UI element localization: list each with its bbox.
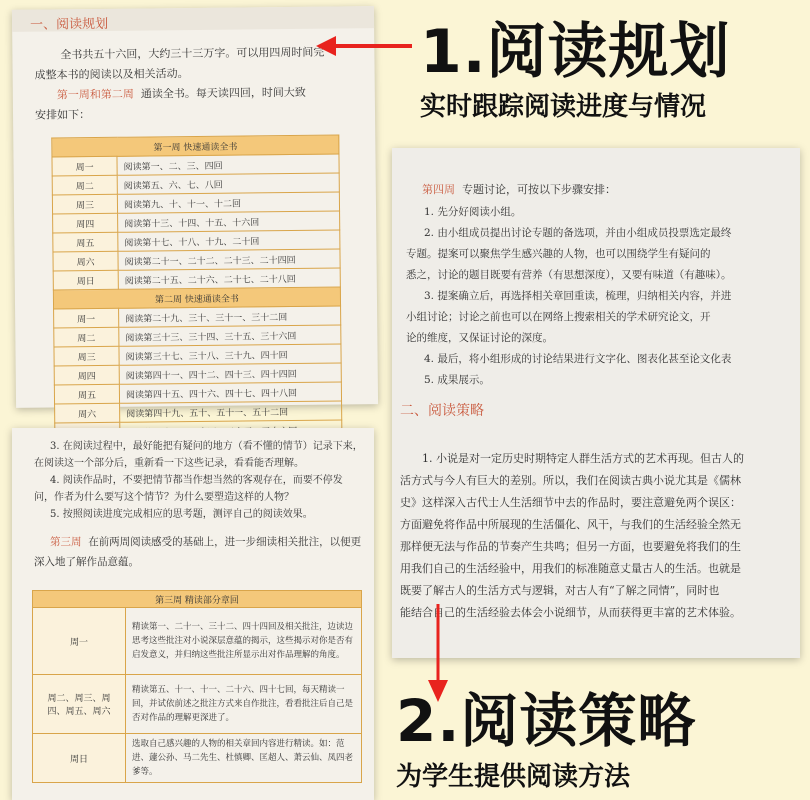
table-cell-content: 阅读第九、十、十一、十二回 xyxy=(117,192,339,213)
week12-text: 通读全书。每天读四回，时间大致 xyxy=(140,85,306,101)
table2-header: 第二周 快速通读全书 xyxy=(53,287,340,309)
table-row xyxy=(33,675,362,734)
table-cell-day: 周四 xyxy=(54,365,119,385)
table-cell-day: 周五 xyxy=(54,384,119,404)
table1-header: 第一周 快速通读全书 xyxy=(52,135,339,157)
table-cell-day: 周一 xyxy=(52,156,117,176)
table-cell-content: 阅读第二十一、二十二、二十三、二十四回 xyxy=(118,249,340,270)
book-page-discussion-strategy xyxy=(392,148,800,658)
table-cell-content: 阅读第四十一、四十二、四十三、四十四回 xyxy=(119,363,341,384)
table-cell-content: 阅读第三十七、三十八、三十九、四十回 xyxy=(119,344,341,365)
book-page-reading-plan xyxy=(12,6,378,420)
overlay-subtitle-reading-strategy: 为学生提供阅读方法 xyxy=(396,762,631,792)
table-row xyxy=(33,734,362,783)
table-cell-content: 阅读第二十九、三十、三十一、三十二回 xyxy=(119,306,341,327)
week3-text: 在前两周阅读感受的基础上，进一步细读相关批注，以便更 xyxy=(88,536,362,548)
table-cell-content: 精读第一、二十一、三十二、四十四回及相关批注，边读边思考这些批注对小说深层意蕴的揭示，这些揭示对你是否有启发意义，并归纳这些批注所显示出对作品理解的角度。 xyxy=(126,608,362,675)
step-line: 4. 最后，将小组形成的讨论结果进行文字化、图表化甚至论文化表 xyxy=(424,353,732,365)
table-cell-day: 周二 xyxy=(52,175,117,195)
overlay-subtitle-reading-plan: 实时跟踪阅读进度与情况 xyxy=(420,92,707,122)
step-line: 小组讨论；讨论之前也可以在网络上搜索相关的学术研究论文，开 xyxy=(406,311,711,323)
table-cell-day: 周二、周三、周四、周五、周六 xyxy=(33,675,126,734)
strategy-line: 史》这样深入古代士人生活细节中去的作品时，要注意避免两个误区： xyxy=(400,496,741,509)
table-cell-day: 周六 xyxy=(55,403,120,423)
week4-label: 第四周 xyxy=(422,183,455,196)
intro-line: 成整本书的阅读以及相关活动。 xyxy=(34,67,189,82)
week3-table xyxy=(32,590,362,783)
strategy-line: 活方式与今人有巨大的差别。所以，我们在阅读古典小说尤其是《儒林 xyxy=(400,474,741,487)
strategy-line: 方面避免将作品中所展现的生活僵化、风干，与我们的生活经验全然无 xyxy=(400,518,741,531)
table-cell-day: 周六 xyxy=(53,251,118,271)
table-cell-content: 阅读第四十五、四十六、四十七、四十八回 xyxy=(119,382,341,403)
table-cell-content: 阅读第四十九、五十、五十一、五十二回 xyxy=(120,401,342,422)
table-cell-day: 周日 xyxy=(33,734,126,783)
step-line: 论的维度，又保证讨论的深度。 xyxy=(406,332,553,344)
tip-line: 3. 在阅读过程中，最好能把有疑问的地方（看不懂的情节）记录下来， xyxy=(50,441,363,452)
section-title-strategy: 二、阅读策略 xyxy=(400,403,484,419)
table-cell-day: 周二 xyxy=(54,327,119,347)
table3-header: 第三周 精读部分章回 xyxy=(33,591,362,608)
week4-text: 专题讨论，可按以下步骤安排： xyxy=(462,183,616,196)
strategy-line: 既要了解古人的生活方式与逻辑，对古人有“了解之同情”，同时也 xyxy=(400,584,720,597)
table-cell-day: 周三 xyxy=(54,346,119,366)
strategy-line: 能结合自己的生活经验去体会小说细节，从而获得更丰富的艺术体验。 xyxy=(400,606,741,619)
table-cell-content: 阅读第十三、十四、十五、十六回 xyxy=(118,211,340,232)
table-cell-day: 周五 xyxy=(53,232,118,252)
table-cell-content: 阅读第五、六、七、八回 xyxy=(117,173,339,194)
step-line: 悉之，讨论的题目既要有营养（有思想深度），又要有味道（有趣味）。 xyxy=(406,269,732,281)
strategy-line: 用我们自己的生活经验中，用我们的标准随意丈量古人的生活。也就是 xyxy=(400,562,741,575)
overlay-title-reading-plan: 1.阅读规划 xyxy=(420,17,731,87)
book-page-close-reading xyxy=(12,428,374,800)
week12-label: 第一周和第二周 xyxy=(56,87,134,102)
week1-2-table xyxy=(51,134,342,442)
tip-line: 问，作者为什么要写这个情节？为什么要塑造这样的人物？ xyxy=(34,492,294,503)
strategy-line: 那样便无法与作品的节奏产生共鸣；但另一方面，也要避免将我们的生 xyxy=(400,540,741,553)
table-cell-content: 阅读第三十三、三十四、三十五、三十六回 xyxy=(119,325,341,346)
table-cell-content: 精读第五、十一、十一、二十六、四十七回，每天精读一回，并试依前述之批注方式来自作批注，看看批注后自己是否对作品的理解更深进了。 xyxy=(126,675,362,734)
step-line: 2. 由小组成员提出讨论专题的备选项，并由小组成员投票选定最终 xyxy=(424,227,732,239)
step-line: 1. 先分好阅读小组。 xyxy=(424,206,522,218)
tip-line: 在阅读这一个部分后，重新看一下这些记录，看看能否理解。 xyxy=(34,458,304,469)
table-row xyxy=(33,608,362,675)
table-cell-content: 阅读第一、二、三、四回 xyxy=(117,154,339,175)
table-cell-content: 选取自己感兴趣的人物的相关章回内容进行精读。如：范进、蘧公孙、马二先生、杜慎卿、匡超人、萧云仙、凤四老爹等。 xyxy=(126,734,362,783)
week12-text2: 安排如下： xyxy=(34,108,91,122)
step-line: 5. 成果展示。 xyxy=(424,374,490,386)
section-title-reading-plan: 一、阅读规划 xyxy=(30,16,109,33)
table-cell-day: 周三 xyxy=(52,194,117,214)
tip-line: 5. 按照阅读进度完成相应的思考题，测评自己的阅读效果。 xyxy=(50,509,313,520)
strategy-line: 1. 小说是对一定历史时期特定人群生活方式的艺术再现。但古人的 xyxy=(422,452,744,465)
tip-line: 4. 阅读作品时，不要把情节都当作想当然的客观存在，而要不停发 xyxy=(50,475,343,486)
arrow-left-icon xyxy=(316,34,416,58)
step-line: 3. 提案确立后，再选择相关章回重读，梳理，归纳相关内容，并进 xyxy=(424,290,732,302)
table-cell-day: 周日 xyxy=(53,270,118,290)
week3-text2: 深入地了解作品意蕴。 xyxy=(34,556,139,568)
table-cell-day: 周一 xyxy=(54,308,119,328)
intro-line: 全书共五十六回，大约三十三万字。可以用四周时间完 xyxy=(60,45,325,62)
step-line: 专题。提案可以聚焦学生感兴趣的人物，也可以围绕学生有疑问的 xyxy=(406,248,711,260)
table-cell-content: 阅读第二十五、二十六、二十七、二十八回 xyxy=(118,268,340,289)
table-cell-content: 阅读第十七、十八、十九、二十回 xyxy=(118,230,340,251)
week3-label: 第三周 xyxy=(50,536,82,548)
table-cell-day: 周一 xyxy=(33,608,126,675)
overlay-title-reading-strategy: 2.阅读策略 xyxy=(396,687,697,755)
table-cell-day: 周四 xyxy=(53,213,118,233)
